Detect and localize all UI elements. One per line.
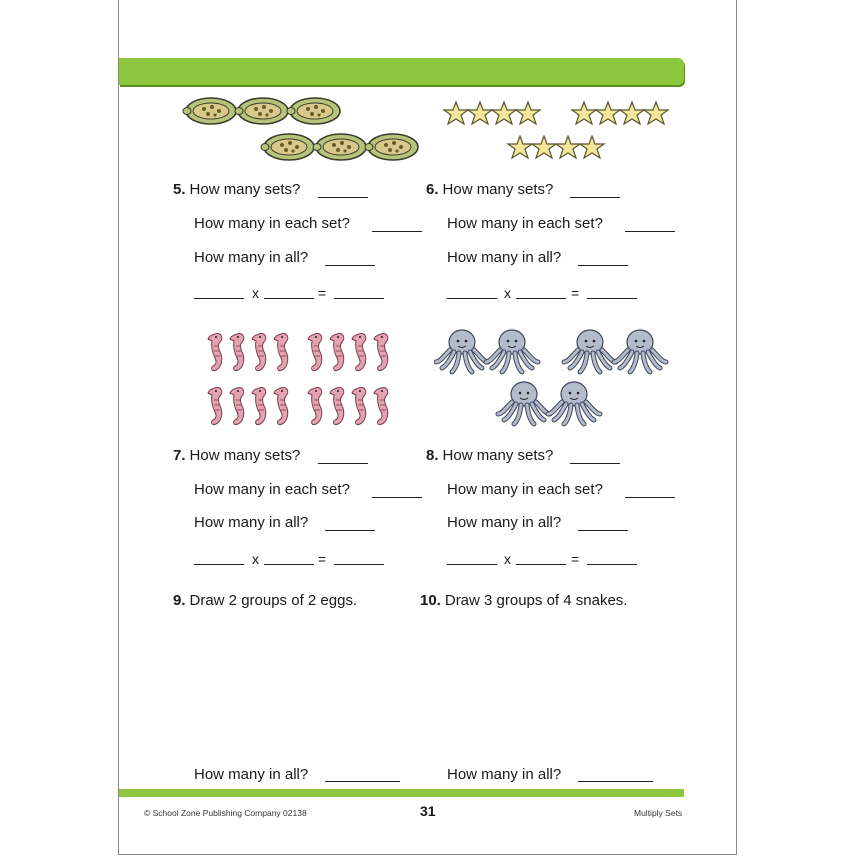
answer-line[interactable] — [325, 781, 400, 782]
star-icon — [556, 136, 580, 158]
star-icon — [532, 136, 556, 158]
seahorse-icon — [274, 334, 288, 371]
seahorse-icon — [230, 388, 244, 425]
answer-line[interactable] — [587, 564, 637, 565]
answer-line[interactable] — [372, 497, 422, 498]
octopuses-illustration — [434, 326, 670, 430]
answer-line[interactable] — [570, 463, 620, 464]
footer-band — [119, 789, 684, 797]
seahorse-icon — [330, 388, 344, 425]
seahorse-icon — [208, 334, 222, 371]
answer-line[interactable] — [578, 781, 653, 782]
question-8-all: How many in all? — [447, 514, 562, 531]
star-icon — [492, 102, 516, 124]
star-icon — [596, 102, 620, 124]
answer-line[interactable] — [570, 197, 620, 198]
seahorse-icon — [352, 388, 366, 425]
footer-copyright: © School Zone Publishing Company 02138 — [144, 808, 307, 818]
answer-line[interactable] — [516, 564, 566, 565]
page-number: 31 — [420, 803, 436, 819]
answer-line[interactable] — [372, 231, 422, 232]
octopus-icon — [486, 330, 538, 372]
answer-line[interactable] — [578, 265, 628, 266]
answer-line[interactable] — [264, 298, 314, 299]
question-7-sets: 7. How many sets? — [173, 447, 301, 464]
question-10-prompt: 10. Draw 3 groups of 4 snakes. — [420, 592, 628, 609]
times-sign: x — [504, 551, 511, 567]
seahorse-icon — [252, 334, 266, 371]
answer-line[interactable] — [334, 564, 384, 565]
star-icon — [580, 136, 604, 158]
octopus-icon — [436, 330, 488, 372]
question-number: 7. — [173, 447, 186, 464]
answer-line[interactable] — [194, 564, 244, 565]
question-6-sets: 6. How many sets? — [426, 181, 554, 198]
seahorse-icon — [308, 388, 322, 425]
question-8-each: How many in each set? — [447, 481, 603, 498]
answer-line[interactable] — [325, 265, 375, 266]
times-sign: x — [252, 551, 259, 567]
question-number: 6. — [426, 181, 439, 198]
times-sign: x — [252, 285, 259, 301]
question-6-each: How many in each set? — [447, 215, 603, 232]
equals-sign: = — [571, 285, 580, 301]
answer-line[interactable] — [334, 298, 384, 299]
answer-line[interactable] — [625, 497, 675, 498]
turtle-icon — [365, 134, 418, 160]
turtle-icon — [235, 98, 288, 124]
octopus-icon — [564, 330, 616, 372]
seahorse-icon — [252, 388, 266, 425]
star-icon — [468, 102, 492, 124]
turtle-icon — [183, 98, 236, 124]
octopus-icon — [498, 382, 550, 424]
header-band — [119, 58, 684, 85]
question-9-prompt: 9. Draw 2 groups of 2 eggs. — [173, 592, 358, 609]
answer-line[interactable] — [318, 463, 368, 464]
question-5-each: How many in each set? — [194, 215, 350, 232]
answer-line[interactable] — [578, 530, 628, 531]
times-sign: x — [504, 285, 511, 301]
turtle-icon — [287, 98, 340, 124]
stars-illustration — [440, 100, 670, 162]
seahorse-icon — [330, 334, 344, 371]
turtle-icon — [313, 134, 366, 160]
answer-line[interactable] — [447, 298, 497, 299]
question-10-all: How many in all? — [447, 766, 562, 783]
star-icon — [516, 102, 540, 124]
question-number: 9. — [173, 592, 186, 609]
equals-sign: = — [318, 551, 327, 567]
octopus-icon — [614, 330, 666, 372]
turtles-illustration — [180, 94, 420, 166]
seahorse-icon — [374, 334, 388, 371]
seahorse-icon — [308, 334, 322, 371]
equals-sign: = — [318, 285, 327, 301]
star-icon — [444, 102, 468, 124]
answer-line[interactable] — [194, 298, 244, 299]
answer-line[interactable] — [587, 298, 637, 299]
seahorse-icon — [208, 388, 222, 425]
question-number: 8. — [426, 447, 439, 464]
equals-sign: = — [571, 551, 580, 567]
question-5-sets: 5. How many sets? — [173, 181, 301, 198]
answer-line[interactable] — [516, 298, 566, 299]
seahorse-icon — [352, 334, 366, 371]
star-icon — [620, 102, 644, 124]
answer-line[interactable] — [325, 530, 375, 531]
star-icon — [644, 102, 668, 124]
octopus-icon — [548, 382, 600, 424]
question-number: 5. — [173, 181, 186, 198]
question-number: 10. — [420, 592, 441, 609]
question-7-each: How many in each set? — [194, 481, 350, 498]
star-icon — [572, 102, 596, 124]
question-7-all: How many in all? — [194, 514, 309, 531]
question-9-all: How many in all? — [194, 766, 309, 783]
footer-section-title: Multiply Sets — [634, 808, 683, 818]
question-8-sets: 8. How many sets? — [426, 447, 554, 464]
answer-line[interactable] — [264, 564, 314, 565]
answer-line[interactable] — [447, 564, 497, 565]
star-icon — [508, 136, 532, 158]
seahorse-icon — [274, 388, 288, 425]
seahorses-illustration — [204, 326, 396, 434]
answer-line[interactable] — [318, 197, 368, 198]
seahorse-icon — [230, 334, 244, 371]
answer-line[interactable] — [625, 231, 675, 232]
seahorse-icon — [374, 388, 388, 425]
turtle-icon — [261, 134, 314, 160]
question-6-all: How many in all? — [447, 249, 562, 266]
question-5-all: How many in all? — [194, 249, 309, 266]
